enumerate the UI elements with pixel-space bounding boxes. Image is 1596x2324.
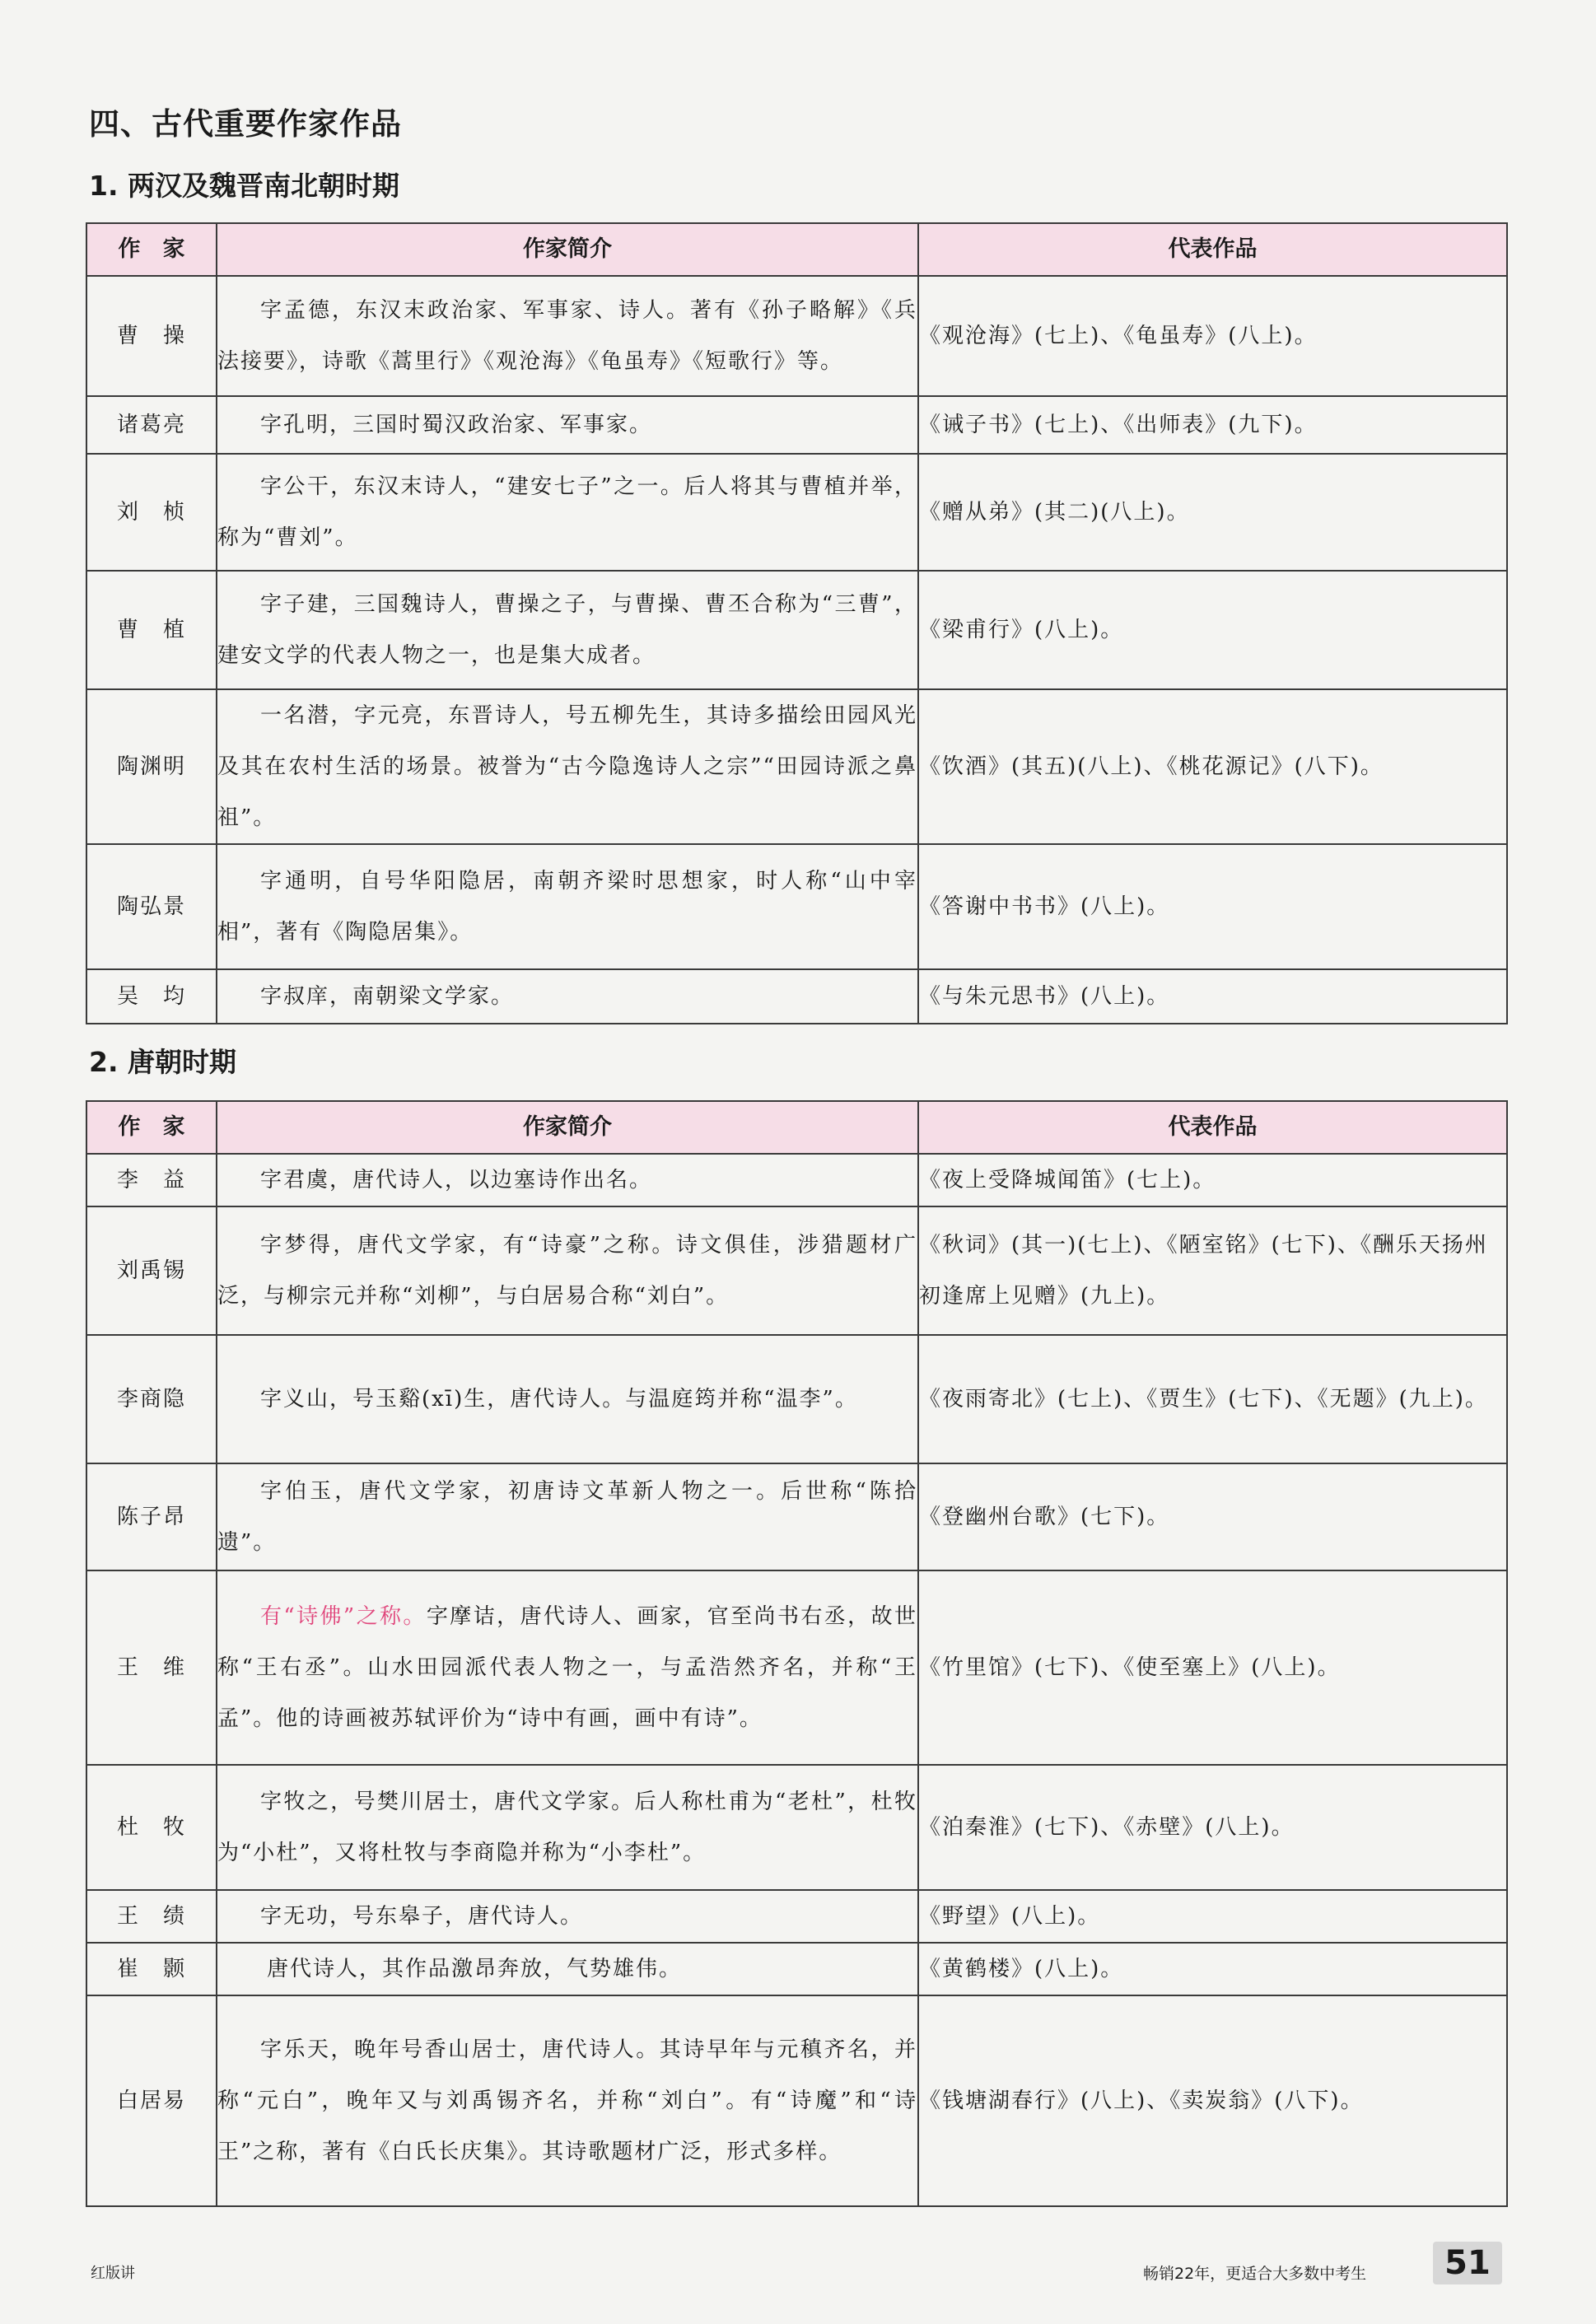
author-intro: 字义山，号玉谿(xī)生，唐代诗人。与温庭筠并称“温李”。 [217,1335,918,1463]
author-name: 刘 桢 [86,454,217,571]
author-works: 《野望》(八上)。 [918,1890,1507,1943]
author-name: 王 维 [86,1570,217,1765]
author-name: 诸葛亮 [86,396,217,454]
table-row [86,396,1507,454]
table-row [86,1943,1507,1995]
section2-title: 2. 唐朝时期 [89,1046,236,1078]
table-row [86,1463,1507,1570]
author-works: 《钱塘湖春行》(八上)、《卖炭翁》(八下)。 [918,1995,1507,2206]
author-works: 《观沧海》(七上)、《龟虽寿》(八上)。 [918,276,1507,396]
author-name: 陶渊明 [86,689,217,844]
author-intro: 字伯玉，唐代文学家，初唐诗文革新人物之一。后世称“陈拾遗”。 [217,1463,918,1570]
header-intro: 作家简介 [217,1101,918,1154]
author-name: 李商隐 [86,1335,217,1463]
author-name: 陶弘景 [86,844,217,969]
author-works: 《梁甫行》(八上)。 [918,571,1507,689]
author-intro: 字君虞，唐代诗人，以边塞诗作出名。 [217,1154,918,1206]
header-intro: 作家简介 [217,223,918,276]
header-author: 作 家 [86,223,217,276]
author-intro: 字梦得，唐代文学家，有“诗豪”之称。诗文俱佳，涉猎题材广泛，与柳宗元并称“刘柳”，与白居易合称“刘白”。 [217,1206,918,1335]
section1-table [86,222,1508,1024]
author-works: 《黄鹤楼》(八上)。 [918,1943,1507,1995]
author-intro: 唐代诗人，其作品激昂奔放，气势雄伟。 [217,1943,918,1995]
section1-title: 1. 两汉及魏晋南北朝时期 [89,170,399,202]
author-name: 王 绩 [86,1890,217,1943]
table-row [86,1206,1507,1335]
intro-text: 字摩诘，唐代诗人、画家，官至尚书右丞，故世称“王右丞”。山水田园派代表人物之一，与孟浩然齐名，并称“王孟”。他的诗画被苏轼评价为“诗中有画，画中有诗”。 [217,1604,917,1731]
author-works: 《夜上受降城闻笛》(七上)。 [918,1154,1507,1206]
header-works: 代表作品 [918,223,1507,276]
author-works: 《夜雨寄北》(七上)、《贾生》(七下)、《无题》(九上)。 [918,1335,1507,1463]
table-row [86,1335,1507,1463]
author-name: 白居易 [86,1995,217,2206]
author-works: 《竹里馆》(七下)、《使至塞上》(八上)。 [918,1570,1507,1765]
table-header-row [86,223,1507,276]
author-works: 《诫子书》(七上)、《出师表》(九下)。 [918,396,1507,454]
footer-slogan: 畅销22年，更适合大多数中考生 [1143,2265,1367,2283]
author-intro: 字孔明，三国时蜀汉政治家、军事家。 [217,396,918,454]
table-row [86,571,1507,689]
header-works: 代表作品 [918,1101,1507,1154]
author-intro: 字牧之，号樊川居士，唐代文学家。后人称杜甫为“老杜”，杜牧为“小杜”，又将杜牧与李商隐并称为“小李杜”。 [217,1765,918,1890]
author-intro: 字无功，号东皋子，唐代诗人。 [217,1890,918,1943]
author-name: 曹 操 [86,276,217,396]
author-name: 曹 植 [86,571,217,689]
table-row [86,454,1507,571]
author-name: 刘禹锡 [86,1206,217,1335]
table-row [86,1765,1507,1890]
author-name: 李 益 [86,1154,217,1206]
author-name: 杜 牧 [86,1765,217,1890]
table-row [86,969,1507,1024]
author-intro: 字子建，三国魏诗人，曹操之子，与曹操、曹丕合称为“三曹”，建安文学的代表人物之一，也是集大成者。 [217,571,918,689]
author-intro: 字公干，东汉末诗人，“建安七子”之一。后人将其与曹植并举，称为“曹刘”。 [217,454,918,571]
author-works: 《秋词》(其一)(七上)、《陋室铭》(七下)、《酬乐天扬州初逢席上见赠》(九上)。 [918,1206,1507,1335]
author-works: 《泊秦淮》(七下)、《赤壁》(八上)。 [918,1765,1507,1890]
author-name: 崔 颢 [86,1943,217,1995]
author-works: 《答谢中书书》(八上)。 [918,844,1507,969]
author-intro: 字叔庠，南朝梁文学家。 [217,969,918,1024]
author-works: 《与朱元思书》(八上)。 [918,969,1507,1024]
author-works: 《登幽州台歌》(七下)。 [918,1463,1507,1570]
author-works: 《赠从弟》(其二)(八上)。 [918,454,1507,571]
table-row [86,1890,1507,1943]
section2-table [86,1100,1508,2207]
table-row [86,844,1507,969]
author-intro: 字孟德，东汉末政治家、军事家、诗人。著有《孙子略解》《兵法接要》，诗歌《蒿里行》《观沧海》《龟虽寿》《短歌行》等。 [217,276,918,396]
author-intro: 字通明，自号华阳隐居，南朝齐梁时思想家，时人称“山中宰相”，著有《陶隐居集》。 [217,844,918,969]
header-author: 作 家 [86,1101,217,1154]
highlight-note: 有“诗佛”之称。 [260,1604,427,1629]
author-intro: 字乐天，晚年号香山居士，唐代诗人。其诗早年与元稹齐名，并称“元白”，晚年又与刘禹锡齐名，并称“刘白”。有“诗魔”和“诗王”之称，著有《白氏长庆集》。其诗歌题材广泛，形式多样。 [217,1995,918,2206]
author-name: 吴 均 [86,969,217,1024]
table-row [86,1995,1507,2206]
table-row [86,276,1507,396]
table-row [86,689,1507,844]
author-intro [217,1570,918,1765]
author-name: 陈子昂 [86,1463,217,1570]
table-row [86,1154,1507,1206]
table-row [86,1570,1507,1765]
footer-brand: 红版讲 [91,2265,135,2282]
author-intro: 一名潜，字元亮，东晋诗人，号五柳先生，其诗多描绘田园风光及其在农村生活的场景。被誉为“古今隐逸诗人之宗”“田园诗派之鼻祖”。 [217,689,918,844]
table-header-row [86,1101,1507,1154]
page-number: 51 [1433,2242,1502,2284]
author-works: 《饮酒》(其五)(八上)、《桃花源记》(八下)。 [918,689,1507,844]
page-heading: 四、古代重要作家作品 [89,106,402,142]
